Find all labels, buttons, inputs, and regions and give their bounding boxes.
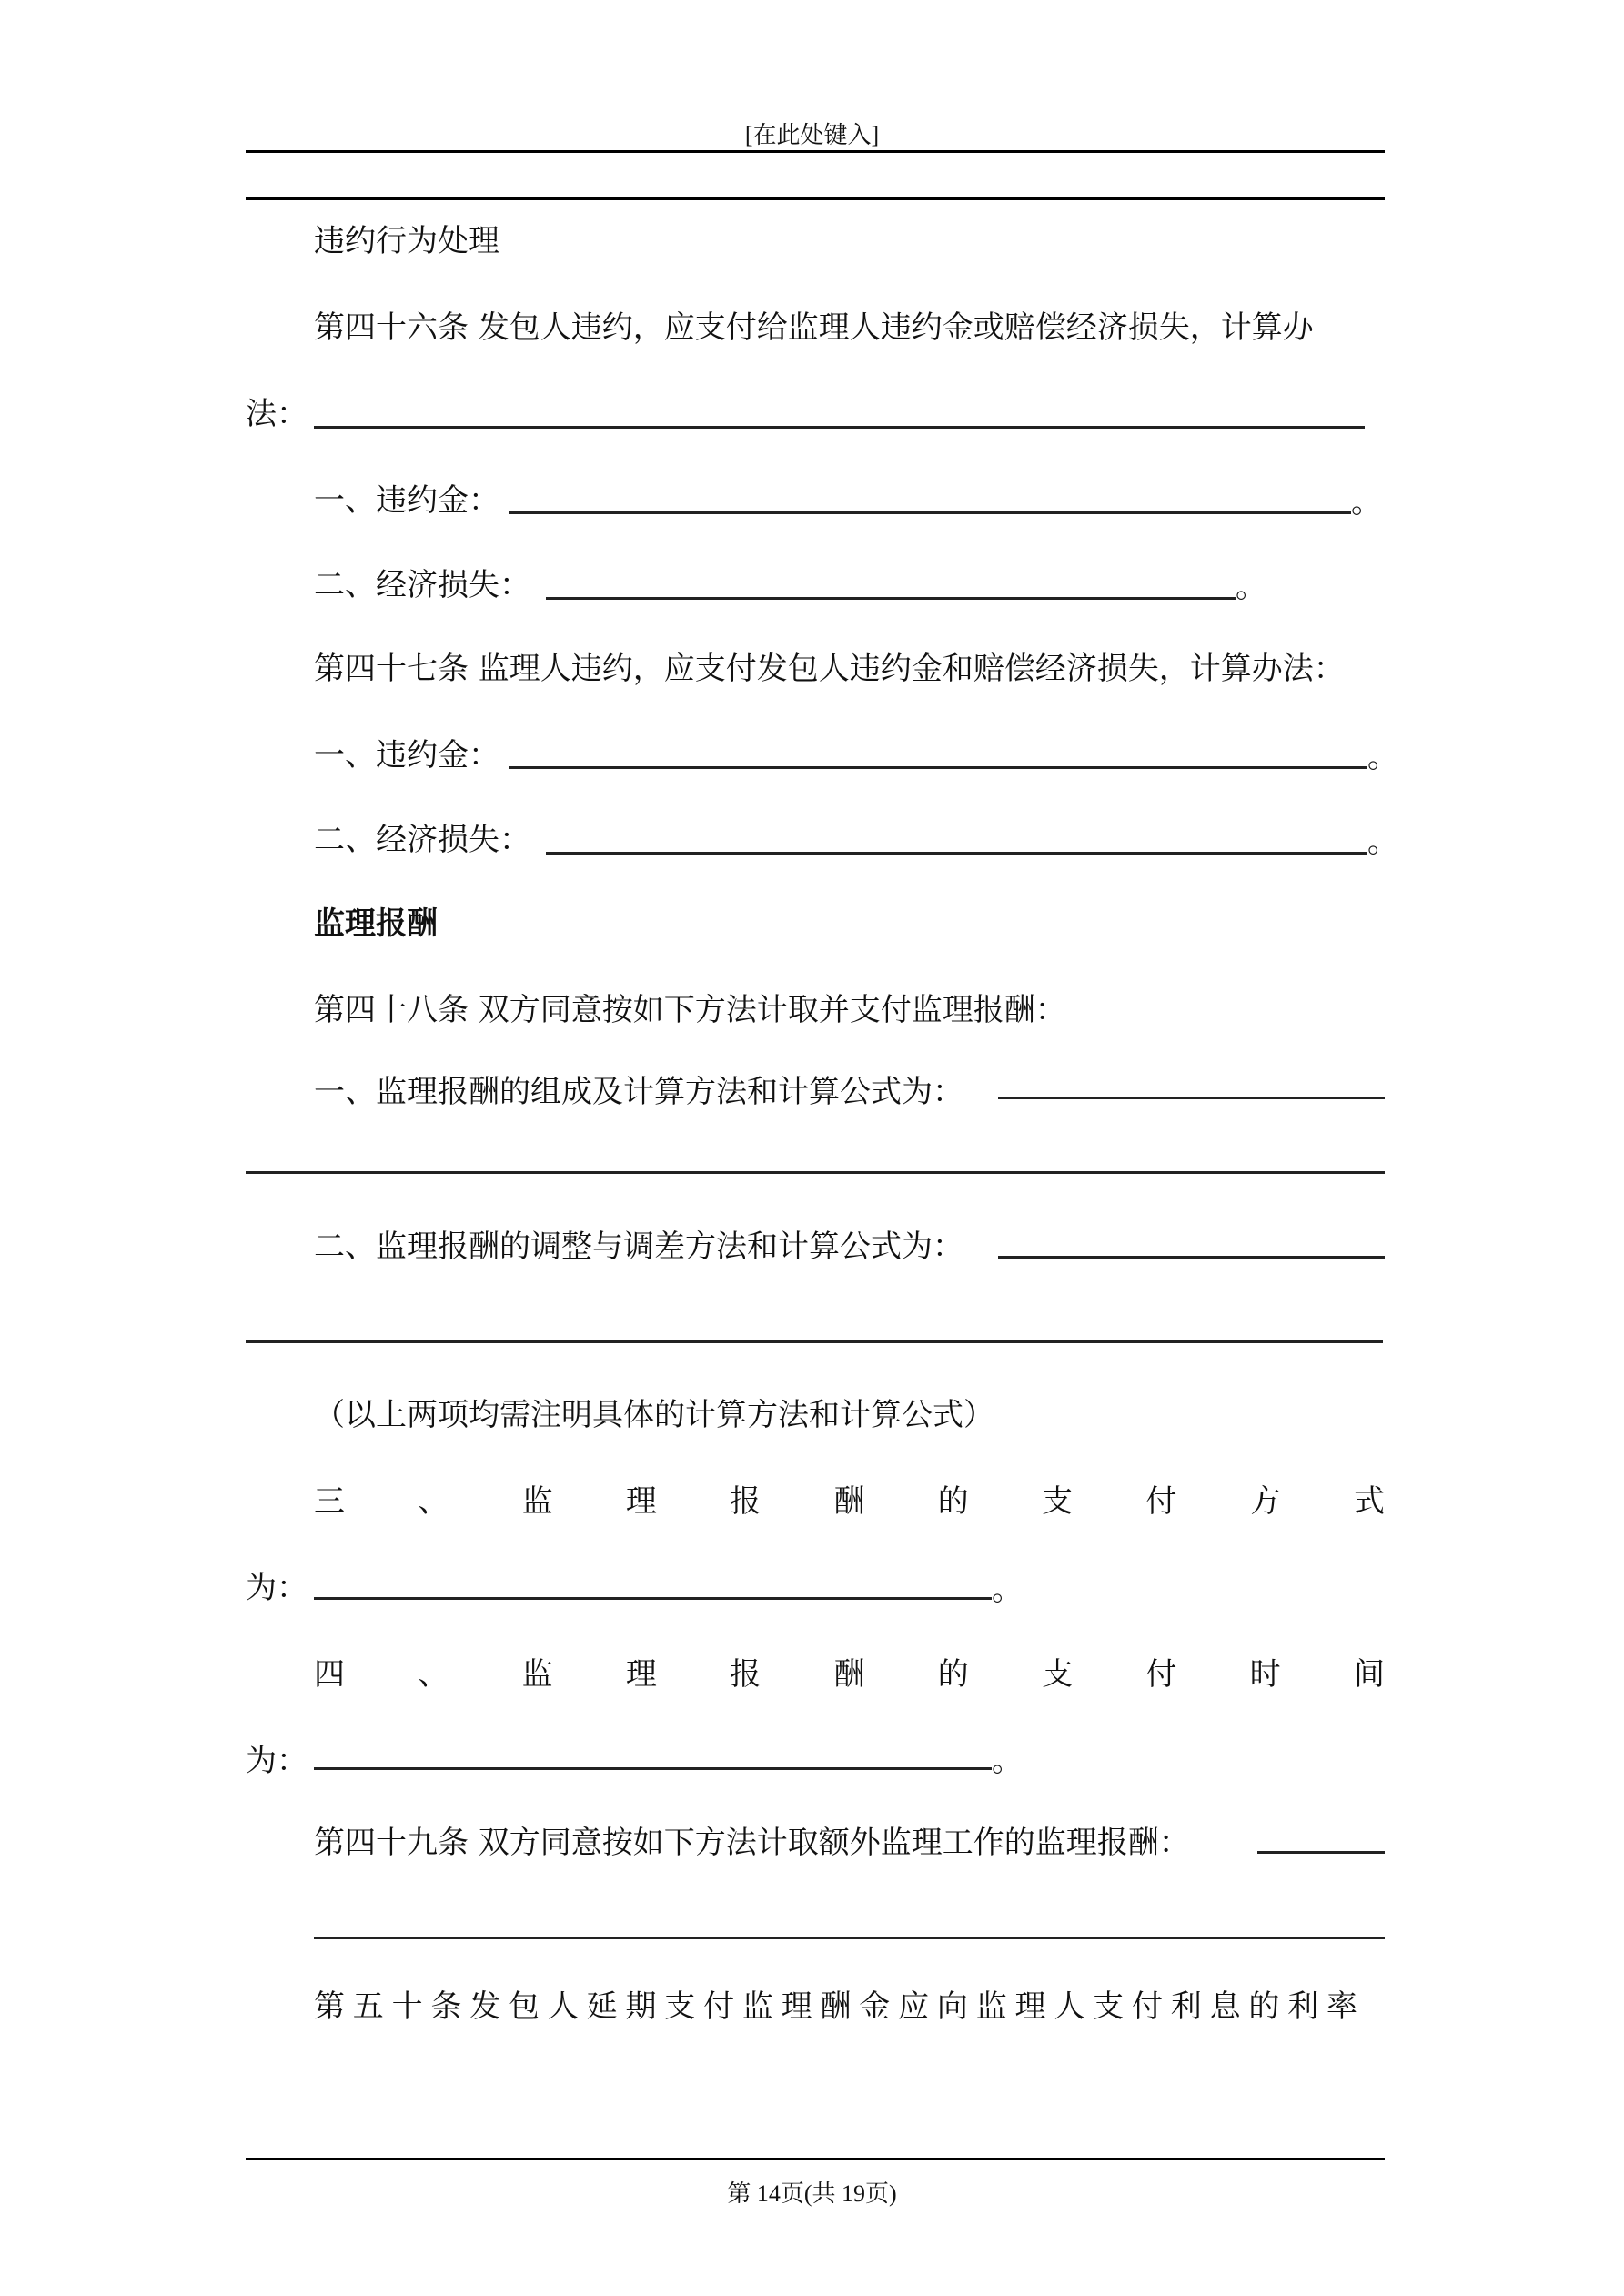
article-47-item-2-end: 。: [1367, 824, 1398, 860]
header-rule: [246, 150, 1385, 153]
article-47-item-2-blank[interactable]: [546, 852, 1367, 855]
char: 支: [1042, 1483, 1074, 1520]
article-48-item-4: [314, 1656, 1385, 1693]
article-49-blank-line-2[interactable]: [314, 1937, 1385, 1939]
char: 付: [1145, 1483, 1177, 1520]
footer-rule: [246, 2158, 1385, 2160]
article-46-item-1-end: 。: [1351, 484, 1382, 521]
article-48-item-3: [314, 1483, 1385, 1520]
article-48-item-4-blank[interactable]: [314, 1767, 992, 1770]
article-48-item-1-label: 一、监理报酬的组成及计算方法和计算公式为：: [314, 1074, 963, 1110]
article-47-item-2-label: 二、经济损失：: [314, 822, 530, 858]
article-49: 第四十九条 双方同意按如下方法计取额外监理工作的监理报酬：: [314, 1825, 1190, 1861]
char: 的: [937, 1483, 969, 1520]
char: 式: [1353, 1483, 1385, 1520]
char: 间: [1353, 1656, 1385, 1693]
article-47-item-1-blank[interactable]: [509, 766, 1367, 769]
char: 报: [730, 1483, 762, 1520]
section-heading-breach: 违约行为处理: [314, 223, 499, 259]
section-heading-fee: 监理报酬: [314, 905, 438, 942]
char: 时: [1249, 1656, 1281, 1693]
char: 四: [314, 1656, 345, 1693]
article-48-item-3-end: 。: [992, 1572, 1023, 1608]
char: 的: [937, 1656, 969, 1693]
article-46-item-1-blank[interactable]: [509, 511, 1351, 514]
page-footer: 第 14页(共 19页): [727, 2180, 897, 2207]
char: 方: [1249, 1483, 1281, 1520]
article-48-item-4-end: 。: [992, 1743, 1023, 1779]
article-47: 第四十七条 监理人违约，应支付发包人违约金和赔偿经济损失，计算办法：: [314, 651, 1345, 687]
article-48-item-1-blank[interactable]: [998, 1097, 1385, 1099]
char: 支: [1042, 1656, 1074, 1693]
article-48-item-2-blank-line-2[interactable]: [246, 1340, 1383, 1343]
article-46-item-2-label: 二、经济损失：: [314, 567, 530, 603]
article-46-cont: 法：: [246, 396, 308, 432]
char: 三: [314, 1483, 345, 1520]
note-formula: （以上两项均需注明具体的计算方法和计算公式）: [314, 1397, 994, 1433]
char: 、: [418, 1483, 449, 1520]
article-46-item-1-label: 一、违约金：: [314, 482, 499, 519]
article-46-item-2-end: 。: [1236, 569, 1266, 605]
char: 付: [1145, 1656, 1177, 1693]
article-50: 第 五 十 条 发 包 人 延 期 支 付 监 理 酬 金 应 向 监 理 人 支 付 利 息 的 利 率: [314, 1988, 1357, 2025]
page-header: [在此处键入]: [744, 122, 880, 148]
article-46-blank[interactable]: [314, 426, 1365, 429]
header-rule-2: [246, 197, 1385, 200]
article-48-item-3-blank[interactable]: [314, 1597, 992, 1600]
article-46-item-2-blank[interactable]: [546, 597, 1236, 600]
char: 酬: [833, 1656, 865, 1693]
char: 理: [625, 1656, 657, 1693]
article-48-item-1-blank-line-2[interactable]: [246, 1171, 1385, 1174]
article-49-blank[interactable]: [1257, 1851, 1385, 1854]
char: 监: [521, 1656, 553, 1693]
article-48-item-3-cont: 为：: [246, 1570, 308, 1606]
article-48-item-2-blank[interactable]: [998, 1256, 1385, 1259]
char: 酬: [833, 1483, 865, 1520]
article-46: 第四十六条 发包人违约，应支付给监理人违约金或赔偿经济损失，计算办: [314, 309, 1314, 346]
article-48-item-2-label: 二、监理报酬的调整与调差方法和计算公式为：: [314, 1229, 963, 1265]
article-48-item-4-cont: 为：: [246, 1743, 308, 1779]
char: 报: [730, 1656, 762, 1693]
article-47-item-1-end: 。: [1367, 739, 1398, 775]
article-47-item-1-label: 一、违约金：: [314, 737, 499, 774]
char: 、: [418, 1656, 449, 1693]
char: 监: [521, 1483, 553, 1520]
article-48: 第四十八条 双方同意按如下方法计取并支付监理报酬：: [314, 992, 1066, 1028]
char: 理: [625, 1483, 657, 1520]
